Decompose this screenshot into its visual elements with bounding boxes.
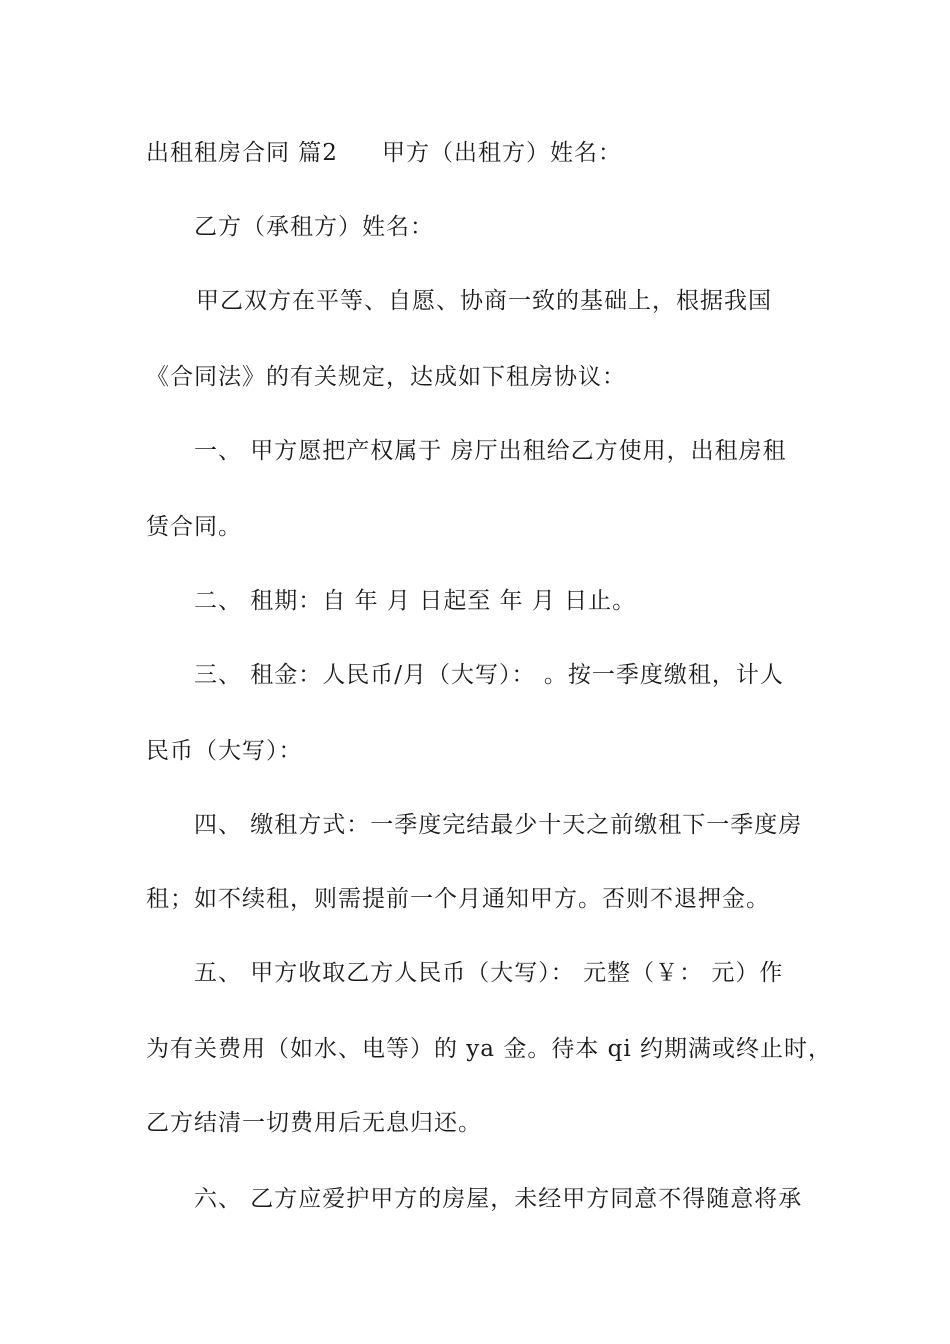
clause-1-line: 一、 甲方愿把产权属于 房厅出租给乙方使用，出租房租 (194, 438, 787, 464)
document-title: 出租租房合同 篇2 (146, 140, 338, 166)
clause-3-line: 三、 租金：人民币/月（大写）： 。按一季度缴租，计人 (194, 662, 784, 688)
party-b-name-label: 乙方（承租方）姓名： (194, 214, 434, 240)
clause-5-line: 五、 甲方收取乙方人民币（大写）： 元整（￥： 元）作 (194, 960, 784, 986)
paragraph-line: 甲乙双方在平等、自愿、协商一致的基础上，根据我国 (196, 288, 772, 314)
clause-6-line: 六、 乙方应爱护甲方的房屋，未经甲方同意不得随意将承 (194, 1186, 803, 1212)
clause-5-continued-2: 乙方结清一切费用后无息归还。 (146, 1110, 482, 1136)
party-a-name-label: 甲方（出租方）姓名： (381, 140, 622, 166)
clause-4-line: 四、 缴租方式：一季度完结最少十天之前缴租下一季度房 (194, 812, 803, 838)
clause-3-continued: 民币（大写）： (146, 738, 303, 764)
paragraph-line: 《合同法》的有关规定，达成如下租房协议： (146, 364, 626, 390)
clause-1-continued: 赁合同。 (146, 514, 242, 540)
clause-5-continued: 为有关费用（如水、电等）的 ya 金。待本 qi 约期满或终止时， (146, 1036, 833, 1062)
clause-2-line: 二、 租期：自 年 月 日起至 年 月 日止。 (194, 588, 637, 614)
clause-4-continued: 租；如不续租，则需提前一个月通知甲方。否则不退押金。 (146, 886, 770, 912)
title-line (146, 138, 846, 168)
